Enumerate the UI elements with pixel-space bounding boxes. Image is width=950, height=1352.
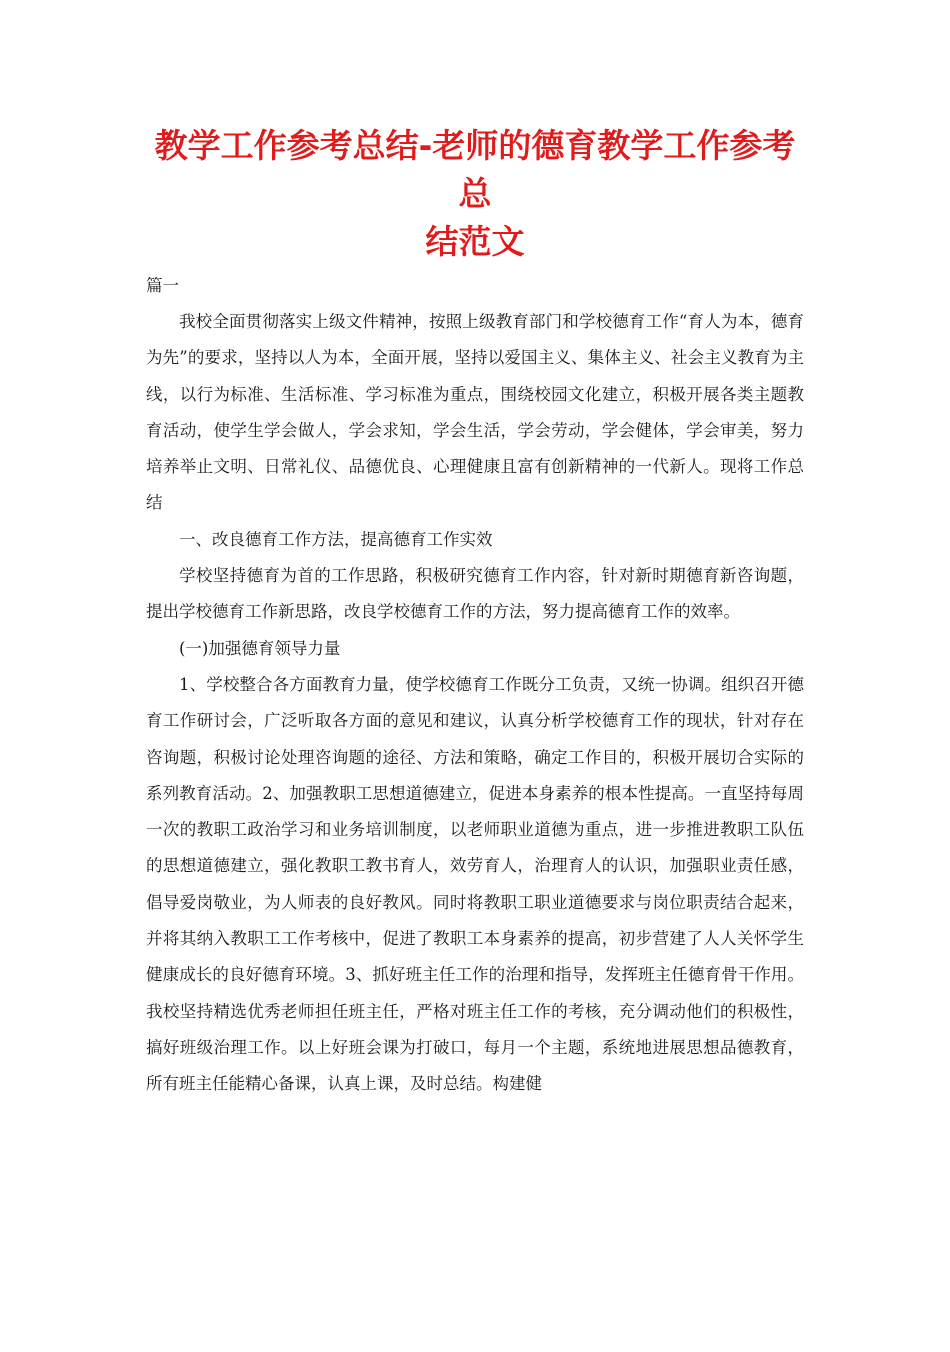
document-body <box>146 304 804 1103</box>
paragraph: 1、学校整合各方面教育力量，使学校德育工作既分工负责，又统一协调。组织召开德育工作研讨会，广泛听取各方面的意见和建议，认真分析学校德育工作的现状，针对存在咨询题，积极讨论处理咨询题的途径、方法和策略，确定工作目的，积极开展切合实际的系列教育活动。2、加强教职工思想道德建立，促进本身素养的根本性提高。一直坚持每周一次的教职工政治学习和业务培训制度，以老师职业道德为重点，进一步推进教职工队伍的思想道德建立，强化教职工教书育人，效劳育人，治理育人的认识，加强职业责任感，倡导爱岗敬业，为人师表的良好教风。同时将教职工职业道德要求与岗位职责结合起来，并将其纳入教职工工作考核中，促进了教职工本身素养的提高，初步营建了人人关怀学生健康成长的良好德育环境。3、抓好班主任工作的治理和指导，发挥班主任德育骨干作用。我校坚持精选优秀老师担任班主任，严格对班主任工作的考核，充分调动他们的积极性，搞好班级治理工作。以上好班会课为打破口，每月一个主题，系统地进展思想品德教育，所有班主任能精心备课，认真上课，及时总结。构建健 <box>146 674 804 1094</box>
title-line-1: 教学工作参考总结-老师的德育教学工作参考总 <box>154 126 796 213</box>
section-heading: 一、改良德育工作方法，提高德育工作实效 <box>179 529 493 549</box>
title-line-2: 结范文 <box>425 222 525 261</box>
section-label: 篇一 <box>146 276 179 295</box>
paragraph: 我校全面贯彻落实上级文件精神，按照上级教育部门和学校德育工作“育人为本，德育为先”的要求，坚持以人为本，全面开展，坚持以爱国主义、集体主义、社会主义教育为主线，以行为标准、生活标准、学习标准为重点，围绕校园文化建立，积极开展各类主题教育活动，使学生学会做人，学会求知，学会生活，学会劳动，学会健体，学会审美，努力培养举止文明、日常礼仪、品德优良、心理健康且富有创新精神的一代新人。现将工作总结 <box>146 312 804 513</box>
paragraph: 学校坚持德育为首的工作思路，积极研究德育工作内容，针对新时期德育新咨询题，提出学校德育工作新思路，改良学校德育工作的方法，努力提高德育工作的效率。 <box>146 566 804 622</box>
subsection-heading: (一)加强德育领导力量 <box>179 638 341 658</box>
document-page <box>0 122 950 1352</box>
document-title <box>146 122 804 266</box>
